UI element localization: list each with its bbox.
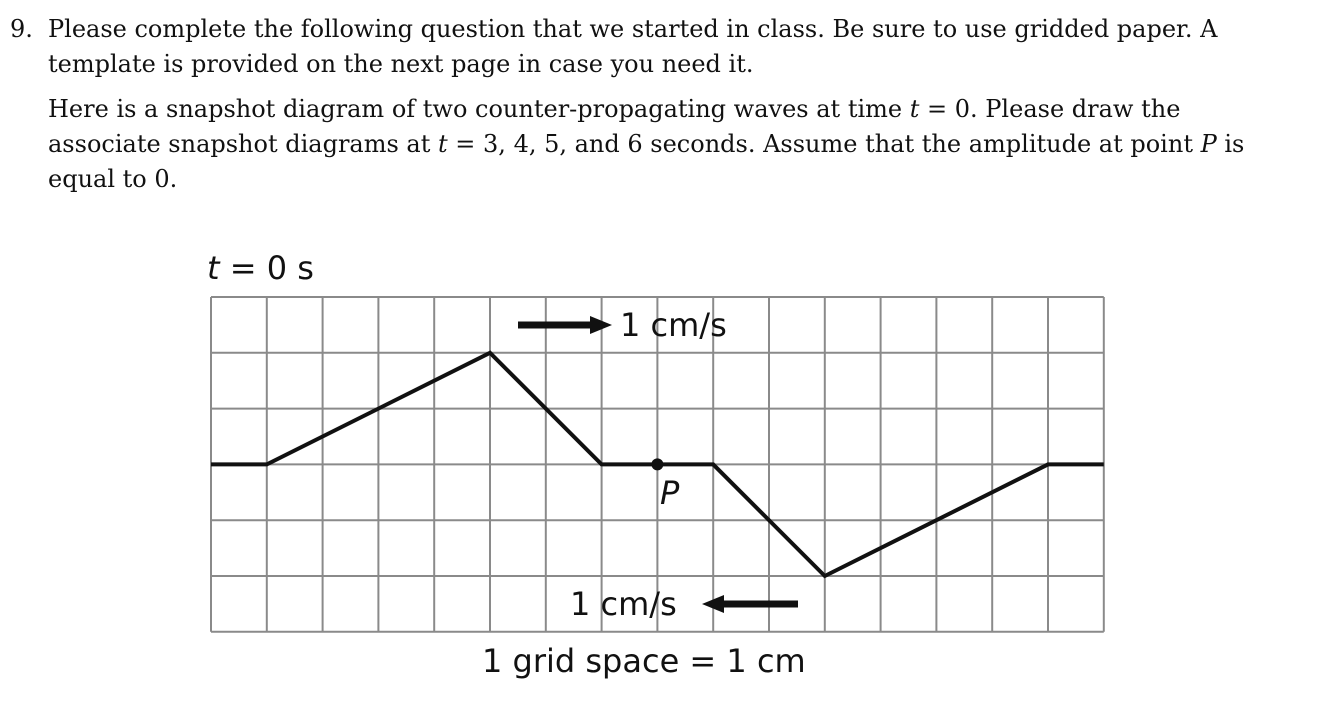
left-arrow [702, 595, 798, 613]
point-P-label [660, 474, 680, 512]
right-arrow [518, 316, 612, 334]
var-t-2: t [438, 130, 448, 158]
time-label-var: t [207, 249, 220, 287]
var-P: P [1200, 130, 1217, 158]
question-instructions: Please complete the following question that we started in class. Be sure to use gridded paper. A template is provided on the next page in case you need it. [48, 15, 1218, 78]
scale-note: 1 grid space = 1 cm [482, 642, 806, 680]
question-number: 9. [10, 15, 33, 43]
para2-text-b: = 0. Please draw the associate snapshot diagrams at [48, 95, 1181, 158]
var-t: t [909, 95, 920, 123]
para2-text-c: = 3, 4, 5, and 6 seconds. Assume that the amplitude at point [447, 130, 1201, 158]
point-P-letter: P [660, 474, 680, 512]
right-speed-label: 1 cm/s [620, 306, 727, 344]
point-P-marker [651, 458, 663, 470]
para2-text-d: is equal to 0. [48, 130, 1245, 193]
left-speed-label: 1 cm/s [570, 585, 677, 623]
time-label-rest: = 0 s [219, 249, 314, 287]
para2-text-a: Here is a snapshot diagram of two counter-propagating waves at time [48, 95, 910, 123]
